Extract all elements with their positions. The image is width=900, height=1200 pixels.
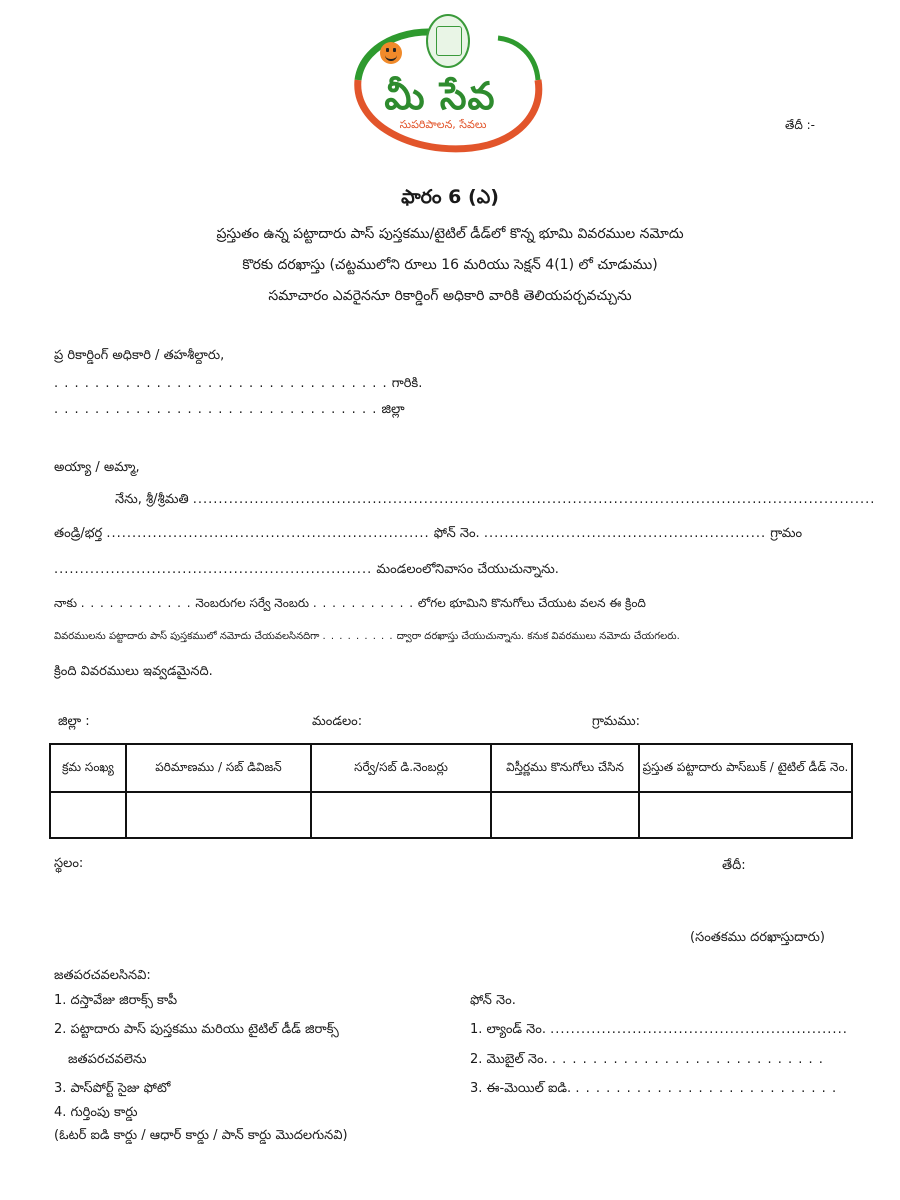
address-line-1-suffix: గారికి. [391,376,423,391]
district-label: జిల్లా : [58,714,90,729]
table-cell[interactable] [126,792,311,838]
mee-seva-logo [338,10,553,160]
table-header-cell: పరిమాణము / సబ్ డివిజన్ [126,744,311,792]
contact-item: 3. ఈ-మెయిల్ ఐడి. . . . . . . . . . . . . . . . . . . . . . . . . . . [470,1081,838,1096]
body-line-5: వివరములను పట్టాదారు పాస్ పుస్తకములో నమోదు చేయవలసినదిగా . . . . . . . . . ద్వారా దరఖాస్తు చేయుచున్నాను. కనుక వివరములు నమోదు చేయగలరు. [54,631,680,642]
table-header-cell: క్రమ సంఖ్య [50,744,126,792]
body-line-4-suffix: లోగల భూమిని కొనుగోలు చేయుట వలన ఈ క్రింది [417,596,646,610]
body-line-2-suffix: గ్రామం [770,526,803,541]
address-line-2: . . . . . . . . . . . . . . . . . . . . . . . . . . . . . . . . జిల్లా [54,402,405,417]
body-line-2: తండ్రి/భర్త ............................................................... ఫోన్ నెం. ....................................................... గ్రామం [54,526,803,541]
land-details-table [49,743,853,839]
attachment-item: 4. గుర్తింపు కార్డు [54,1105,138,1120]
table-header-cell: విస్తీర్ణము కొనుగోలు చేసిన [491,744,639,792]
logo-title: మీ సేవ [384,74,496,118]
contact-item-label: 2. మొబైల్ నెం. [470,1052,548,1067]
table-cell[interactable] [50,792,126,838]
attachment-item: 1. దస్తావేజు జిరాక్స్ కాపీ [54,993,178,1008]
logo-tagline: సుపరిపాలన, సేవలు [399,118,487,131]
contact-item-label: 1. ల్యాండ్ నెం. [470,1022,547,1037]
table-header-cell: సర్వే/సబ్ డి.నెంబర్లు [311,744,491,792]
body-line-4-mid: నెంబరుగల సర్వే నెంబరు [195,596,310,610]
attachment-item: 3. పాస్‌పోర్ట్ సైజు ఫోటో [54,1081,171,1096]
attachment-item: జతపరచవలెను [68,1052,147,1067]
contact-item: 1. ల్యాండ్ నెం. .......................................................... [470,1022,848,1037]
address-line-2-suffix: జిల్లా [381,402,405,417]
table-cell[interactable] [311,792,491,838]
body-line-4: నాకు . . . . . . . . . . . . నెంబరుగల సర్వే నెంబరు . . . . . . . . . . . లోగల భూమిని కొనుగోలు చేయుట వలన ఈ క్రింది [54,596,646,610]
form-title: ఫారం 6 (ఎ) [401,186,499,208]
state-emblem-icon [426,14,470,68]
table-cell[interactable] [639,792,852,838]
body-line-4-prefix: నాకు [54,596,77,610]
signature-date-label: తేదీ: [722,858,746,873]
attachment-item: 2. పట్టాదారు పాస్ పుస్తకము మరియు టైటిల్ డీడ్ జిరాక్స్ [54,1022,339,1037]
table-cell[interactable] [491,792,639,838]
smiley-icon [380,42,402,64]
subtitle-line-2: కొరకు దరఖాస్తు (చట్టములోని రూలు 16 మరియు సెక్షన్ 4(1) లో చూడుము) [242,257,658,273]
body-line-6: క్రింది వివరములు ఇవ్వడమైనది. [54,664,213,679]
body-line-3: .............................................................. మండలంలోనివాసం చేయుచున్నాను. [54,562,559,577]
address-line-1: . . . . . . . . . . . . . . . . . . . . . . . . . . . . . . . . . గారికి. [54,376,423,391]
table-header-row [50,744,852,792]
mandal-label: మండలం: [312,714,363,729]
body-line-3-suffix: మండలంలోనివాసం చేయుచున్నాను. [376,562,559,577]
body-line-2-mid: ఫోన్ నెం. [433,526,480,541]
contact-heading: ఫోన్ నెం. [470,993,516,1008]
signature-label: (సంతకము దరఖాస్తుదారు) [690,930,825,945]
place-label: స్థలం: [54,856,84,871]
date-label: తేదీ :- [785,118,815,132]
subtitle-line-3: సమాచారం ఎవరైననూ రికార్డింగ్ అధికారి వారికి తెలియపర్చవచ్చును [268,288,632,304]
contact-item-label: 3. ఈ-మెయిల్ ఐడి. [470,1081,572,1096]
body-line-2-prefix: తండ్రి/భర్త [54,526,103,541]
salutation: అయ్యా / అమ్మా, [54,460,140,475]
body-line-5-a: వివరములను పట్టాదారు పాస్ పుస్తకములో నమోదు చేయవలసినదిగా [54,631,320,642]
subtitle-line-1: ప్రస్తుతం ఉన్న పట్టాదారు పాస్ పుస్తకము/టైటిల్ డీడ్‌లో కొన్న భూమి వివరముల నమోదు [216,226,684,242]
attachment-item: (ఓటర్ ఐడి కార్డు / ఆధార్ కార్డు / పాన్ కార్డు మొదలగునవి) [54,1128,348,1143]
body-line-1: నేను, శ్రీ/శ్రీమతి ..................................................................................................................................... [115,492,876,507]
body-line-1-prefix: నేను, శ్రీ/శ్రీమతి [115,492,189,507]
table-header-cell: ప్రస్తుత పట్టాదారు పాస్‌బుక్ / టైటిల్ డీడ్ నెం. [639,744,852,792]
body-line-5-b: ద్వారా దరఖాస్తు చేయుచున్నాను. కనుక వివరములు నమోదు చేయగలరు. [396,631,680,642]
village-label: గ్రామము: [592,714,640,729]
table-row [50,792,852,838]
attachments-heading: జతపరచవలసినవి: [54,968,151,983]
contact-item: 2. మొబైల్ నెం. . . . . . . . . . . . . . . . . . . . . . . . . . . . [470,1052,824,1067]
addressee: ప్ర రికార్డింగ్ అధికారి / తహశీల్దారు, [54,348,225,363]
